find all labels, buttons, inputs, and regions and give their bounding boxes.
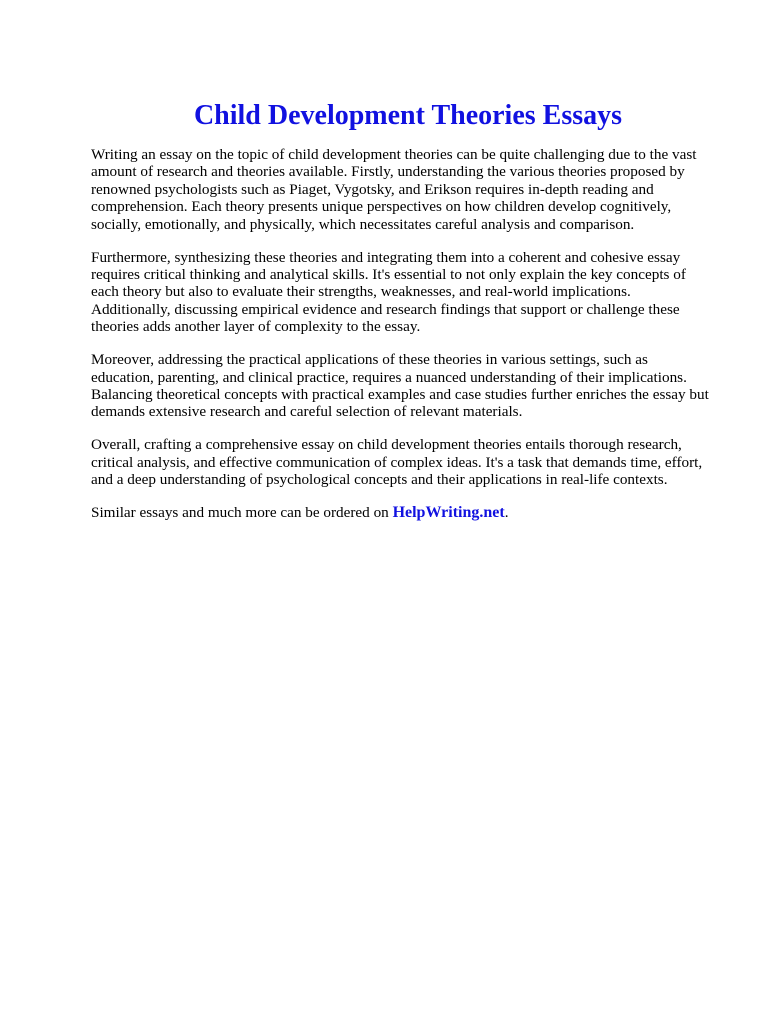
paragraph-line: socially, emotionally, and physically, which necessitates careful analysis and comparison. xyxy=(91,215,635,233)
paragraph-line: education, parenting, and clinical practice, requires a nuanced understanding of their implications. xyxy=(91,368,687,386)
paragraph-line: Furthermore, synthesizing these theories and integrating them into a coherent and cohesive essay xyxy=(91,248,681,266)
paragraph-line: critical analysis, and effective communication of complex ideas. It's a task that demands time, effort, xyxy=(91,453,703,471)
paragraph-line: theories adds another layer of complexity to the essay. xyxy=(91,318,421,336)
paragraph-line: Moreover, addressing the practical applications of these theories in various settings, such as xyxy=(91,351,648,369)
paragraph-line: Writing an essay on the topic of child development theories can be quite challenging due to the vast xyxy=(91,146,697,163)
closing-text: Similar essays and much more can be ordered on xyxy=(91,504,393,522)
closing-line xyxy=(91,504,759,521)
paragraph-line: Overall, crafting a comprehensive essay on child development theories entails thorough research, xyxy=(91,436,682,454)
paragraph-line: amount of research and theories available. Firstly, understanding the various theories proposed by xyxy=(91,163,685,181)
paragraph-line: Balancing theoretical concepts with practical examples and case studies further enriches the essay but xyxy=(91,386,709,404)
paragraph-line: and a deep understanding of psychological concepts and their applications in real-life contexts. xyxy=(91,471,668,489)
paragraph-line: Additionally, discussing empirical evidence and research findings that support or challenge these xyxy=(91,300,680,318)
paragraph-line: demands extensive research and careful selection of relevant materials. xyxy=(91,403,523,421)
paragraph-4 xyxy=(91,436,759,488)
essay-body xyxy=(91,146,759,522)
paragraph-3 xyxy=(91,351,759,421)
page-title: Child Development Theories Essays xyxy=(193,99,623,131)
paragraph-line: requires critical thinking and analytical skills. It's essential to not only explain the key concepts of xyxy=(91,266,686,284)
paragraph-line: renowned psychologists such as Piaget, Vygotsky, and Erikson requires in-depth reading and xyxy=(91,180,654,198)
paragraph-1 xyxy=(91,146,759,233)
paragraph-2 xyxy=(91,249,759,336)
paragraph-line: comprehension. Each theory presents unique perspectives on how children develop cognitively, xyxy=(91,198,672,216)
paragraph-line: each theory but also to evaluate their strengths, weaknesses, and real-world implications. xyxy=(91,283,631,301)
closing-suffix: . xyxy=(504,504,509,522)
helpwriting-link[interactable]: HelpWriting.net xyxy=(392,504,505,522)
